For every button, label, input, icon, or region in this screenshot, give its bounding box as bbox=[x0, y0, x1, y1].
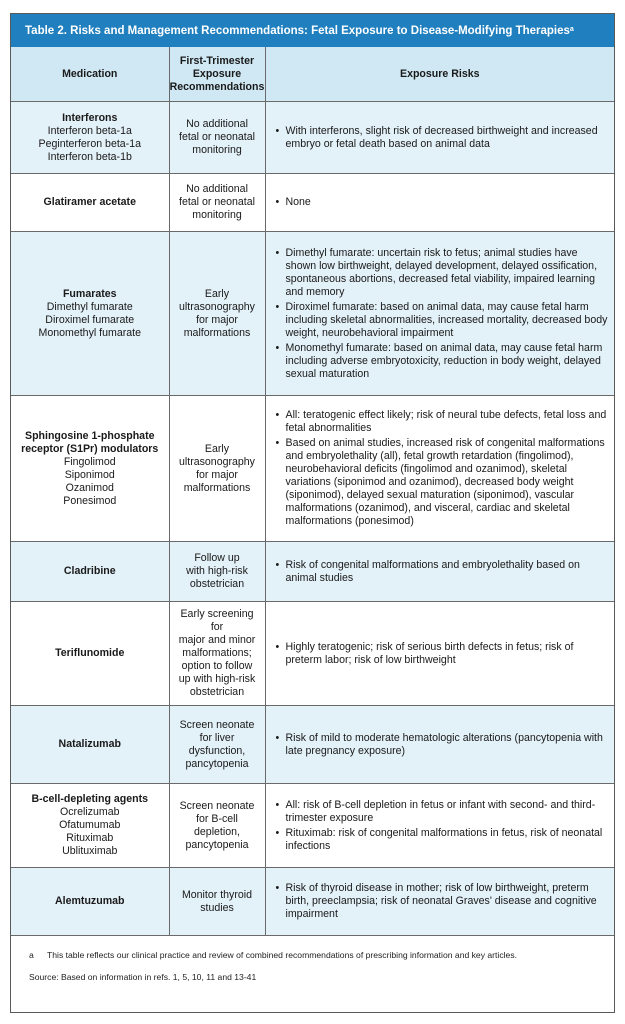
medication-name: Sphingosine 1-phosphate receptor (S1Pr) modulators bbox=[21, 429, 159, 455]
col-header-recommendation bbox=[169, 47, 265, 102]
risk-item: • All: teratogenic effect likely; risk of neural tube defects, fetal loss and fetal abnormalities bbox=[276, 409, 609, 435]
medication-subtype: Monomethyl fumarate bbox=[38, 326, 141, 339]
medication-subtype: Peginterferon beta-1a bbox=[38, 137, 141, 150]
medication-name: B-cell-depleting agents bbox=[31, 793, 149, 805]
recommendation-cell bbox=[169, 784, 265, 868]
risk-list bbox=[276, 409, 609, 528]
medication-subtype: Diroximel fumarate bbox=[45, 313, 135, 326]
recommendation-cell bbox=[169, 706, 265, 784]
risk-item: • Risk of thyroid disease in mother; risk of low birthweight, preterm birth, preeclampsia; risk of neonatal Graves' disease and cognitive impairment bbox=[276, 882, 609, 921]
risks-cell bbox=[265, 542, 614, 602]
risk-list bbox=[276, 882, 609, 921]
risks-cell bbox=[265, 102, 614, 174]
recommendation-line: pancytopenia bbox=[185, 838, 249, 851]
recommendation-line: for liver bbox=[199, 731, 235, 744]
medication-subtype: Interferon beta-1b bbox=[47, 150, 132, 163]
medication-name: Cladribine bbox=[63, 565, 116, 577]
recommendation-line: studies bbox=[200, 901, 234, 914]
recommendation-line: Early bbox=[204, 442, 230, 455]
col-header-risks: Exposure Risks bbox=[265, 47, 614, 102]
recommendation-cell bbox=[169, 174, 265, 232]
recommendation-line: Early bbox=[204, 287, 230, 300]
medication-name: Natalizumab bbox=[58, 738, 121, 750]
medication-name: Alemtuzumab bbox=[55, 895, 125, 907]
table-frame bbox=[10, 13, 615, 1013]
risk-item: • Dimethyl fumarate: uncertain risk to fetus; animal studies have shown low birthweight, delayed development, delayed ossification, spontaneous abortions, decreased fetal viability, impaired learning and memory bbox=[276, 247, 609, 299]
header-row bbox=[11, 47, 614, 102]
table-row bbox=[11, 706, 614, 784]
risks-cell bbox=[265, 232, 614, 396]
risk-list bbox=[276, 559, 609, 585]
risk-table bbox=[11, 47, 614, 936]
risk-item: • Monomethyl fumarate: based on animal data, may cause fetal harm including adverse embryotoxicity, reduction in body weight, delayed sexual maturation bbox=[276, 342, 609, 381]
recommendation-line: pancytopenia bbox=[185, 757, 249, 770]
medication-cell bbox=[11, 868, 169, 936]
medication-subtype: Ponesimod bbox=[63, 494, 117, 507]
recommendation-line: No additional bbox=[186, 118, 248, 130]
recommendation-cell bbox=[169, 868, 265, 936]
table-row bbox=[11, 784, 614, 868]
table-row bbox=[11, 602, 614, 706]
medication-cell bbox=[11, 102, 169, 174]
risk-item: • Risk of mild to moderate hematologic alterations (pancytopenia with late pregnancy exposure) bbox=[276, 732, 609, 758]
recommendation-line: Screen neonate bbox=[179, 799, 255, 812]
risk-list bbox=[276, 732, 609, 758]
risk-item: • All: risk of B-cell depletion in fetus or infant with second- and third-trimester exposure bbox=[276, 799, 609, 825]
recommendation-line: Early screening for bbox=[180, 608, 254, 633]
footnote bbox=[29, 950, 614, 960]
recommendation-line: obstetrician bbox=[189, 578, 245, 590]
recommendation-line: depletion, bbox=[194, 825, 240, 838]
footnote-text: This table reflects our clinical practice and review of combined recommendations of prescribing information and key articles. bbox=[47, 950, 518, 960]
table-row bbox=[11, 102, 614, 174]
risk-list bbox=[276, 641, 609, 667]
table-notes bbox=[11, 936, 614, 982]
medication-name: Teriflunomide bbox=[55, 647, 125, 659]
table-title-text: Table 2. Risks and Management Recommendations: Fetal Exposure to Disease-Modifying Therapies bbox=[25, 24, 570, 37]
medication-subtype: Ocrelizumab bbox=[60, 806, 120, 818]
recommendation-line: No additional bbox=[186, 183, 248, 195]
medication-subtype: Interferon beta-1a bbox=[47, 124, 132, 137]
table-row bbox=[11, 232, 614, 396]
medication-cell bbox=[11, 396, 169, 542]
table-row bbox=[11, 396, 614, 542]
medication-name: Fumarates bbox=[62, 287, 117, 300]
risk-item: • Based on animal studies, increased risk of congenital malformations and embryolethality (all), fetal growth retardation (fingolimod), neurobehavioral deficits (fingolimod and ozanimod), skeletal variations (siponimod and ozanimod), decreased body weight (siponimod), delayed sexual maturation (siponimod), vascular malformations (ozanimod), and visceral, cardiac and skeletal malformations (ponesimod) bbox=[276, 437, 609, 528]
recommendation-line: up with high-risk bbox=[178, 673, 256, 685]
recommendation-line: fetal or neonatal bbox=[179, 196, 255, 208]
medication-subtype: Fingolimod bbox=[63, 455, 116, 468]
table-row bbox=[11, 868, 614, 936]
risk-list bbox=[276, 125, 609, 151]
col-header-recommendation-text: First-Trimester Exposure Recommendations bbox=[169, 54, 265, 93]
recommendation-line: for major bbox=[196, 313, 238, 326]
medication-name: Glatiramer acetate bbox=[43, 196, 136, 208]
medication-cell bbox=[11, 602, 169, 706]
medication-subtype: Ofatumumab bbox=[59, 819, 121, 831]
recommendation-cell bbox=[169, 102, 265, 174]
recommendation-line: dysfunction, bbox=[188, 744, 246, 757]
medication-name: Interferons bbox=[62, 111, 118, 124]
footnote-marker: a bbox=[29, 950, 34, 960]
recommendation-line: malformations; bbox=[182, 647, 252, 659]
medication-cell bbox=[11, 784, 169, 868]
medication-subtype: Ozanimod bbox=[65, 481, 114, 494]
recommendation-line: Screen neonate bbox=[179, 718, 255, 731]
risks-cell bbox=[265, 868, 614, 936]
title-footnote-marker: a bbox=[569, 26, 574, 33]
risks-cell bbox=[265, 602, 614, 706]
medication-cell bbox=[11, 542, 169, 602]
recommendation-cell bbox=[169, 232, 265, 396]
medication-subtype: Siponimod bbox=[64, 468, 115, 481]
risk-list bbox=[276, 247, 609, 381]
risk-list bbox=[276, 799, 609, 853]
risks-cell bbox=[265, 784, 614, 868]
risk-item: • Risk of congenital malformations and embryolethality based on animal studies bbox=[276, 559, 609, 585]
recommendation-line: malformations bbox=[183, 326, 251, 339]
risk-item: • Highly teratogenic; risk of serious birth defects in fetus; risk of preterm labor; risk of low birthweight bbox=[276, 641, 609, 667]
risks-cell bbox=[265, 706, 614, 784]
risks-cell bbox=[265, 396, 614, 542]
table-row bbox=[11, 542, 614, 602]
risks-cell bbox=[265, 174, 614, 232]
recommendation-line: ultrasonography bbox=[179, 300, 255, 313]
medication-subtype: Ublituximab bbox=[62, 845, 118, 857]
recommendation-cell bbox=[169, 602, 265, 706]
risk-list bbox=[276, 196, 609, 209]
col-header-medication: Medication bbox=[11, 47, 169, 102]
table-row bbox=[11, 174, 614, 232]
medication-cell bbox=[11, 706, 169, 784]
recommendation-line: with high-risk bbox=[186, 565, 248, 577]
risk-item: • Rituximab: risk of congenital malformations in fetus, risk of neonatal infections bbox=[276, 827, 609, 853]
risk-item: • With interferons, slight risk of decreased birthweight and increased embryo or fetal death based on animal data bbox=[276, 125, 609, 151]
recommendation-line: for major bbox=[196, 468, 238, 481]
source-note: Source: Based on information in refs. 1, 5, 10, 11 and 13-41 bbox=[29, 972, 257, 982]
recommendation-line: fetal or neonatal bbox=[179, 131, 255, 143]
recommendation-line: major and minor bbox=[178, 634, 256, 646]
risk-item: • None bbox=[276, 196, 609, 209]
recommendation-line: monitoring bbox=[192, 144, 242, 156]
recommendation-line: malformations bbox=[183, 481, 251, 494]
recommendation-cell bbox=[169, 396, 265, 542]
risk-item: • Diroximel fumarate: based on animal data, may cause fetal harm including skeletal abnormalities, increased mortality, decreased body weight, neurobehavioral impairment bbox=[276, 301, 609, 340]
table-title bbox=[11, 14, 614, 47]
recommendation-line: for B-cell bbox=[196, 812, 238, 825]
medication-subtype: Dimethyl fumarate bbox=[46, 300, 133, 313]
recommendation-cell bbox=[169, 542, 265, 602]
recommendation-line: monitoring bbox=[192, 209, 242, 221]
recommendation-line: Monitor thyroid bbox=[181, 888, 253, 901]
recommendation-line: Follow up bbox=[194, 552, 240, 564]
medication-cell bbox=[11, 232, 169, 396]
medication-subtype: Rituximab bbox=[66, 832, 114, 844]
recommendation-line: ultrasonography bbox=[179, 455, 255, 468]
recommendation-line: obstetrician bbox=[189, 686, 245, 698]
recommendation-line: option to follow bbox=[181, 660, 253, 672]
medication-cell bbox=[11, 174, 169, 232]
